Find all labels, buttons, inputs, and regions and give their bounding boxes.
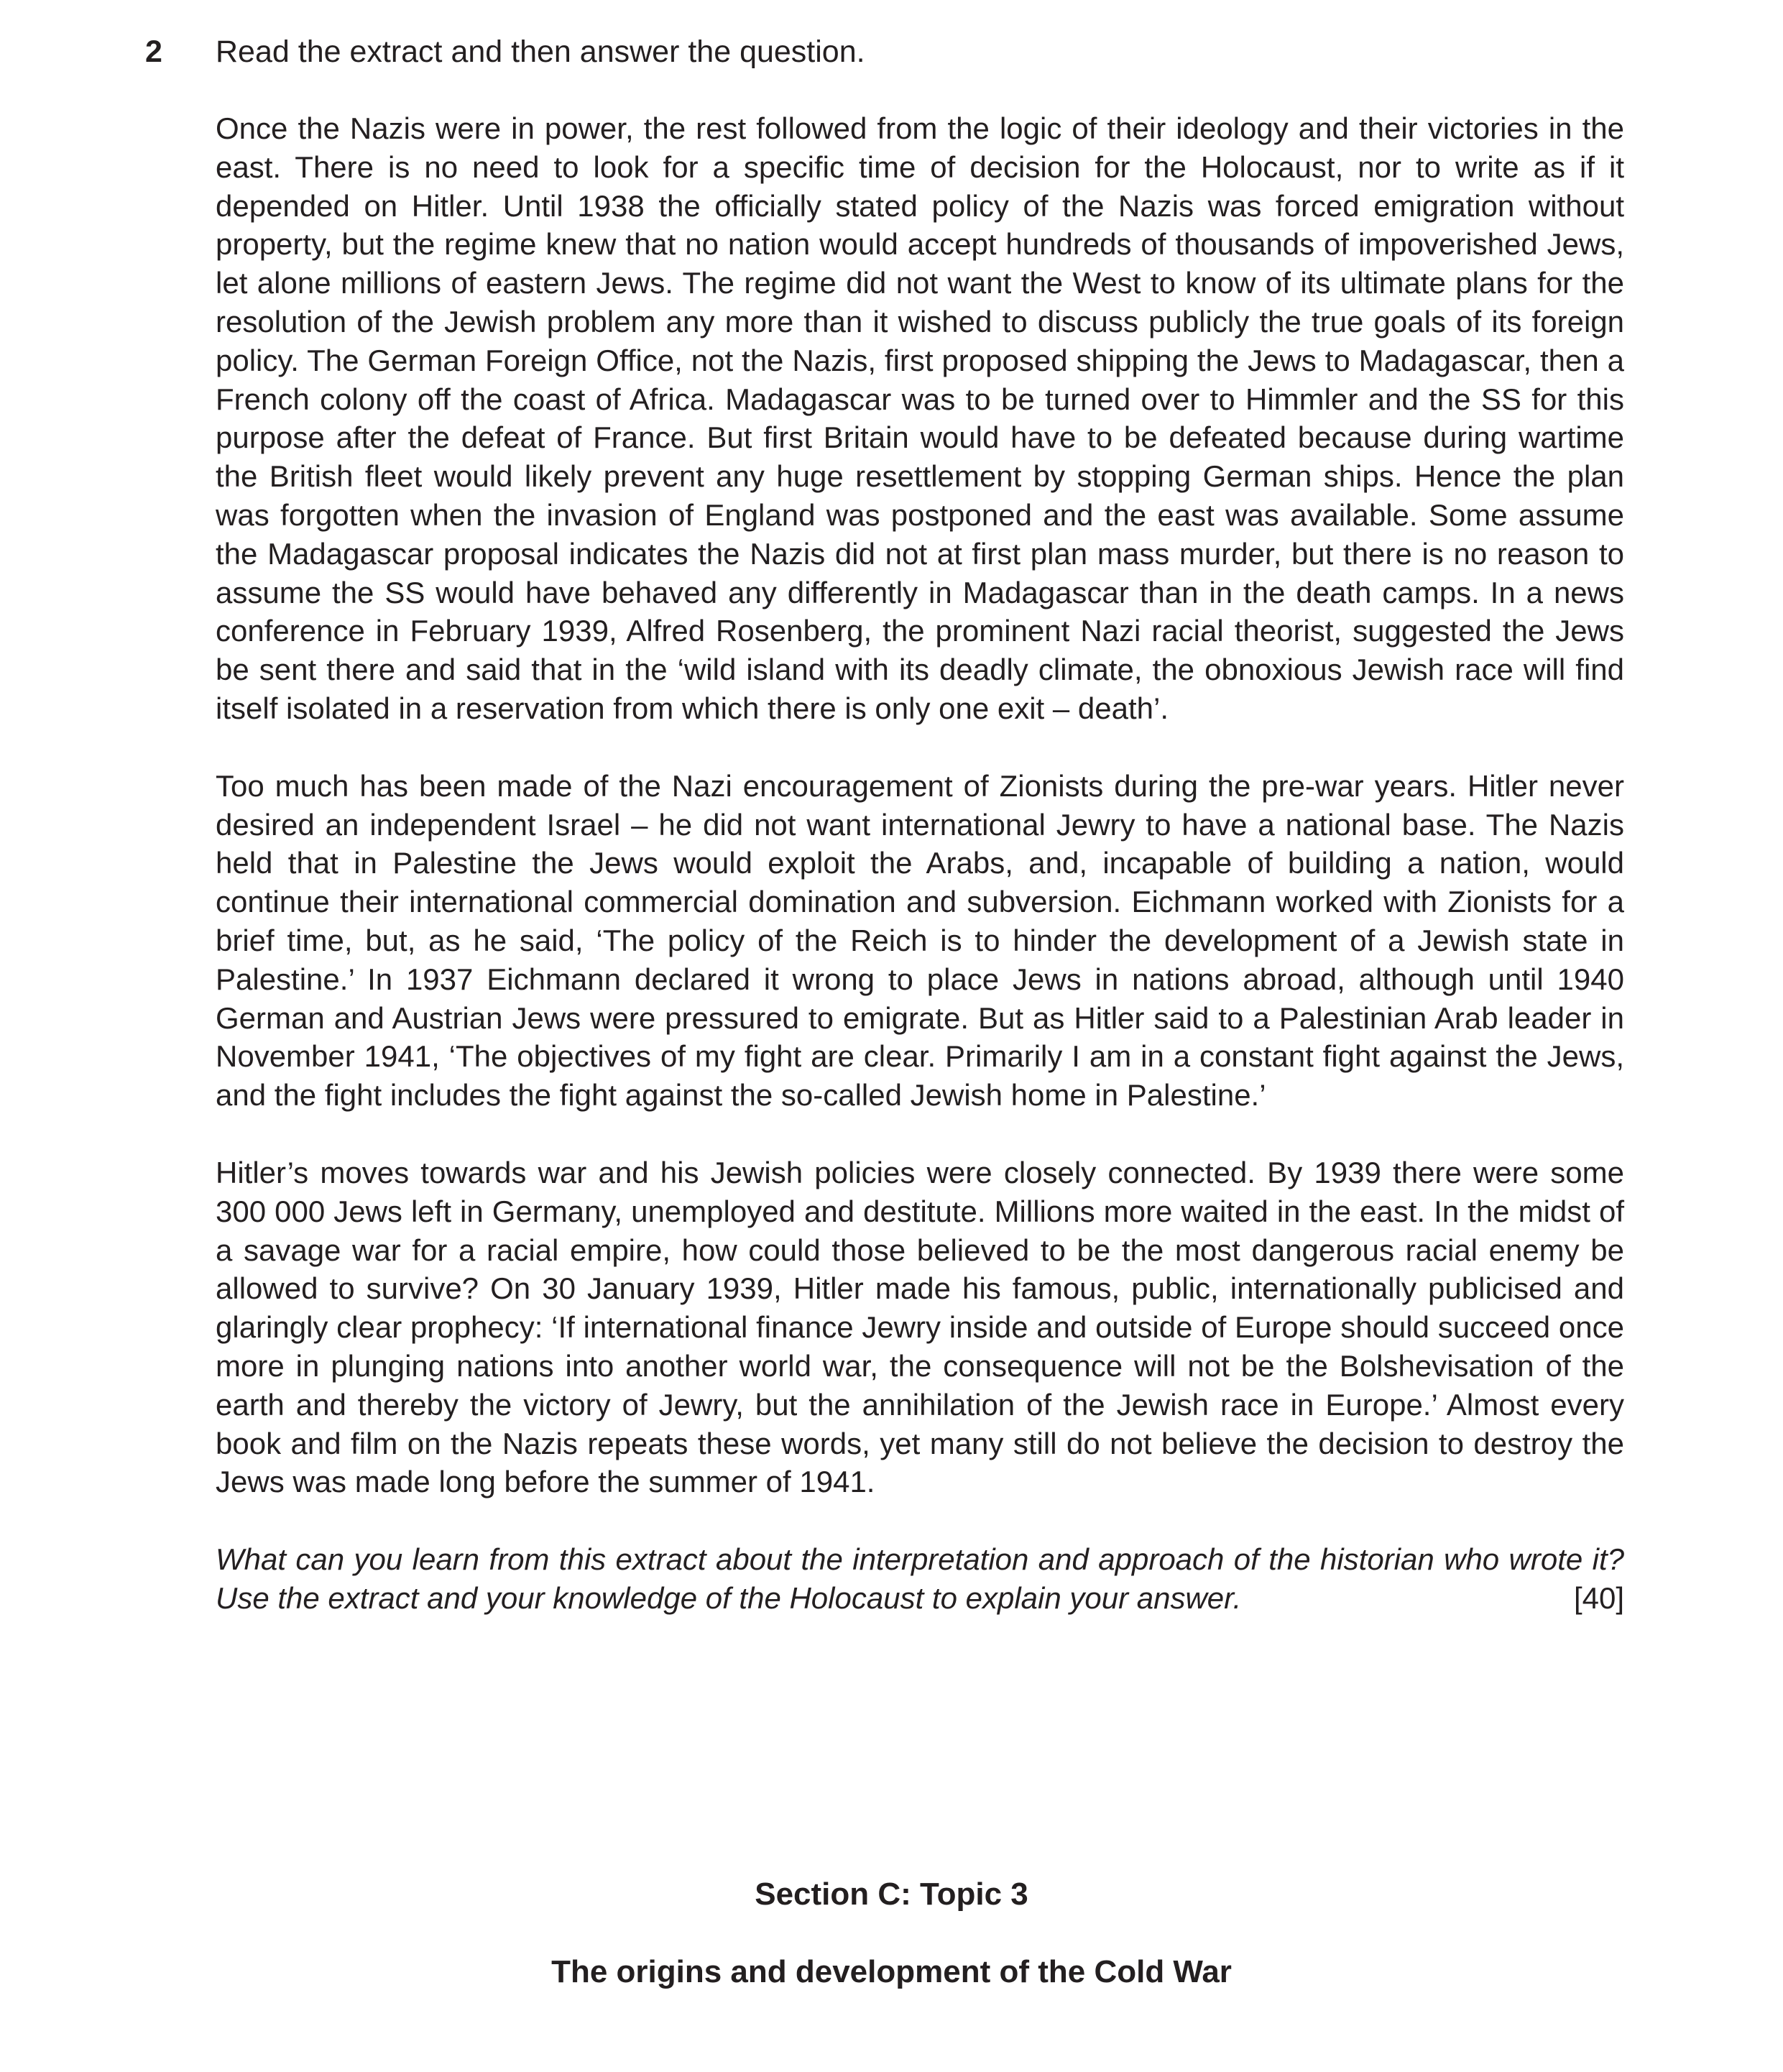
extract-paragraph-2: Too much has been made of the Nazi encouragement of Zionists during the pre-war years. Hitler never desired an independent Israel – he did not want international Jewry to have a national base. The Nazis held that in Palestine the Jews would exploit the Arabs, and, incapable of building a nation, would continue their international commercial domination and subversion. Eichmann worked with Zionists for a brief time, but, as he said, ‘The policy of the Reich is to hinder the development of a Jewish state in Palestine.’ In 1937 Eichmann declared it wrong to place Jews in nations abroad, although until 1940 German and Austrian Jews were pressured to emigrate. But as Hitler said to a Palestinian Arab leader in November 1941, ‘The objectives of my fight are clear. Primarily I am in a constant fight against the Jews, and the fight includes the fight against the so-called Jewish home in Palestine.’ (216, 768, 1624, 1113)
question-number: 2 (145, 34, 162, 69)
question-instruction: Read the extract and then answer the question. (216, 34, 865, 69)
question-content (216, 32, 1624, 1618)
section-topic-title: The origins and development of the Cold War (551, 1954, 1232, 1989)
section-heading: Section C: Topic 3 (755, 1877, 1028, 1912)
extract-paragraph-1: Once the Nazis were in power, the rest followed from the logic of their ideology and their victories in the east. There is no need to look for a specific time of decision for the Holocaust, nor to write as if it depended on Hitler. Until 1938 the officially stated policy of the Nazis was forced emigration without property, but the regime knew that no nation would accept hundreds of thousands of impoverished Jews, let alone millions of eastern Jews. The regime did not want the West to know of its ultimate plans for the resolution of the Jewish problem any more than it wished to discuss publicly the true goals of its foreign policy. The German Foreign Office, not the Nazis, first proposed shipping the Jews to Madagascar, then a French colony off the coast of Africa. Madagascar was to be turned over to Himmler and the SS for this purpose after the defeat of France. But first Britain would have to be defeated because during wartime the British fleet would likely prevent any huge resettlement by stopping German ships. Hence the plan was forgotten when the invasion of England was postponed and the east was available. Some assume the Madagascar proposal indicates the Nazis did not at first plan mass murder, but there is no reason to assume the SS would have behaved any differently in Madagascar than in the death camps. In a news conference in February 1939, Alfred Rosenberg, the prominent Nazi racial theorist, suggested the Jews be sent there and said that in the ‘wild island with its deadly climate, the obnoxious Jewish race will find itself isolated in a reservation from which there is only one exit – death’. (216, 111, 1624, 725)
question-prompt-block (216, 1540, 1624, 1618)
question-prompt: What can you learn from this extract about the interpretation and approach of the historian who wrote it? Use the extract and your knowledge of the Holocaust to explain your answer. (216, 1542, 1624, 1615)
question-marks: [40] (1573, 1580, 1624, 1615)
extract-paragraph-3: Hitler’s moves towards war and his Jewish policies were closely connected. By 1939 there were some 300 000 Jews left in Germany, unemployed and destitute. Millions more waited in the east. In the midst of a savage war for a racial empire, how could those believed to be the most dangerous racial enemy be allowed to survive? On 30 January 1939, Hitler made his famous, public, internationally publicised and glaringly clear prophecy: ‘If international finance Jewry inside and outside of Europe should succeed once more in plunging nations into another world war, the consequence will not be the Bolshevisation of the earth and thereby the victory of Jewry, but the annihilation of the Jewish race in Europe.’ Almost every book and film on the Nazis repeats these words, yet many still do not believe the decision to destroy the Jews was made long before the summer of 1941. (216, 1155, 1624, 1499)
